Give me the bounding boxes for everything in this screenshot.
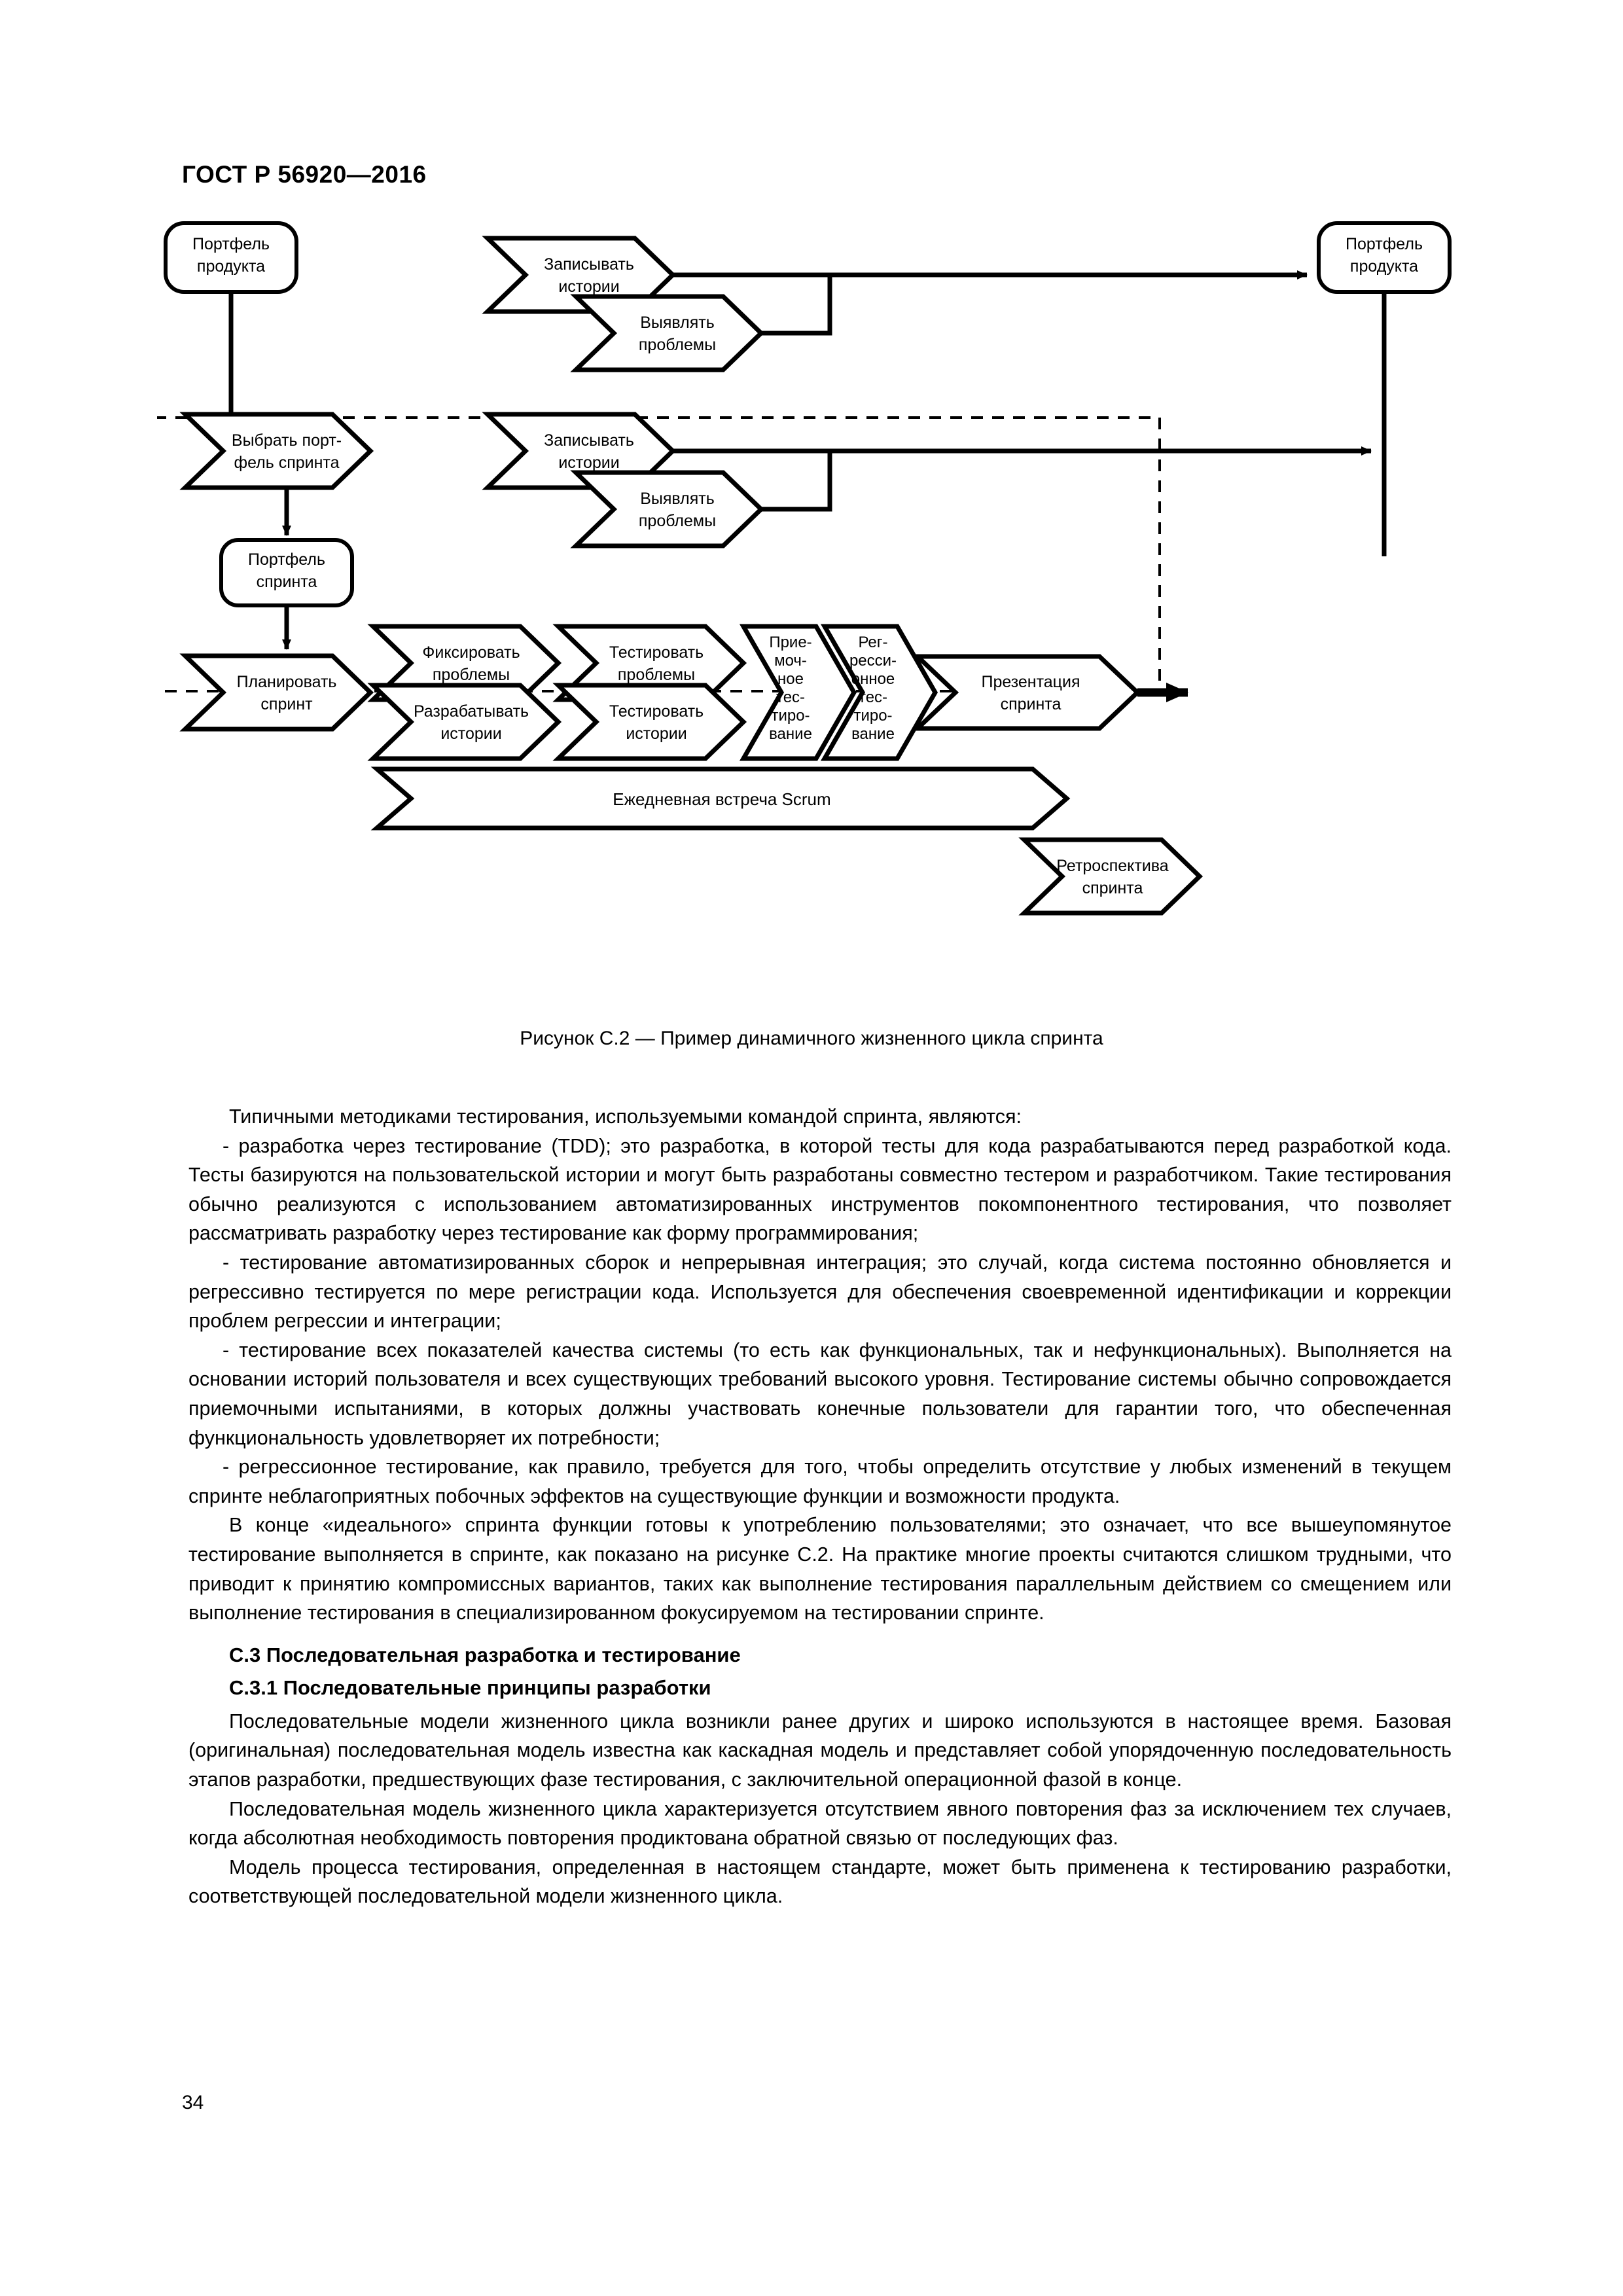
node-label: Портфель bbox=[192, 235, 270, 253]
node-label: вание bbox=[851, 725, 895, 743]
node-label: Тестировать bbox=[609, 702, 704, 721]
node-label: Тестировать bbox=[609, 643, 704, 662]
node-label: тиро- bbox=[771, 707, 810, 725]
paragraph-test-process-model: Модель процесса тестирования, определенная в настоящем стандарте, может быть применена к тестированию разработки, соответствующей последовательной модели жизненного цикла. bbox=[188, 1856, 1452, 1908]
paragraph-automated-builds: - тестирование автоматизированных сборок и непрерывная интеграция; это случай, когда система постоянно обновляется и регрессивно тестируется по мере регистрации кода. Используется для обеспечения своевременной идентификации и коррекции проблем регрессии и интеграции; bbox=[188, 1251, 1452, 1333]
node-label: тес- bbox=[776, 689, 806, 706]
node-find-problems-top bbox=[576, 296, 761, 370]
node-label: Рег- bbox=[858, 634, 888, 651]
body-text-container bbox=[188, 1102, 1452, 1911]
node-label: спринта bbox=[1000, 695, 1061, 713]
node-label: Записывать bbox=[544, 255, 634, 274]
node-label: Прие- bbox=[769, 634, 812, 651]
node-label: продукта bbox=[1349, 257, 1419, 276]
node-label: истории bbox=[558, 454, 620, 472]
node-label: тес- bbox=[858, 689, 888, 706]
node-label: онное bbox=[851, 670, 895, 688]
node-label: Ретроспектива bbox=[1056, 857, 1169, 875]
figure-c2-sprint-lifecycle-diagram bbox=[157, 209, 1505, 1014]
node-label: продукта bbox=[196, 257, 266, 276]
node-label: Выявлять bbox=[640, 314, 715, 332]
node-label: Планировать bbox=[236, 673, 337, 691]
node-label: проблемы bbox=[432, 666, 510, 684]
paragraph-ideal-sprint: В конце «идеального» спринта функции готовы к употреблению пользователями; это означает, что все вышеупомянутое тестирование выполняется в спринте, как показано на рисунке С.2. На практике многие проекты считаются слишком трудными, что приводит к принятию компромиссных вариантов, таких как выполнение тестирования параллельным действием со смещением или выполнение тестирования в специализированном фокусируемом на тестировании спринте. bbox=[188, 1514, 1452, 1624]
node-label: Ежедневная встреча Scrum bbox=[613, 789, 831, 809]
connector-find-problems-to-backlog bbox=[761, 275, 830, 333]
node-sprint-retrospective bbox=[1024, 840, 1200, 913]
node-label: фель спринта bbox=[234, 454, 340, 472]
heading-c3: С.3 Последовательная разработка и тестирование bbox=[229, 1643, 741, 1666]
node-label: проблемы bbox=[638, 336, 717, 354]
node-label: истории bbox=[440, 725, 502, 743]
node-daily-scrum bbox=[377, 769, 1067, 828]
node-label: Выбрать порт- bbox=[231, 431, 342, 450]
node-label: проблемы bbox=[617, 666, 696, 684]
node-label: истории bbox=[626, 725, 687, 743]
node-find-problems-mid bbox=[576, 473, 761, 546]
node-label: спринта bbox=[256, 573, 317, 591]
heading-c31: С.3.1 Последовательные принципы разработки bbox=[229, 1676, 711, 1700]
node-test-stories bbox=[558, 685, 743, 759]
node-label: Разрабатывать bbox=[413, 702, 529, 721]
node-develop-stories bbox=[373, 685, 558, 759]
node-label: тиро- bbox=[853, 707, 893, 725]
node-label: ное bbox=[777, 670, 804, 688]
node-label: истории bbox=[558, 278, 620, 296]
node-product-backlog-left bbox=[166, 223, 296, 292]
document-standard-header: ГОСТ Р 56920—2016 bbox=[182, 161, 427, 188]
connector-find-problems-mid-up bbox=[761, 451, 830, 509]
spacer bbox=[188, 1628, 1452, 1641]
paragraph-quality-indicators: - тестирование всех показателей качества системы (то есть как функциональных, так и нефункциональных). Выполняется на основании историй пользователя и всех существующих требований высокого уровня. Тестирование системы обычно сопровождается приемочными испытаниями, в которых должны участвовать конечные пользователи для гарантии того, что обеспеченная функциональность удовлетворяет их потребности; bbox=[188, 1338, 1452, 1449]
paragraph-sequential-models: Последовательные модели жизненного цикла возникли ранее других и широко используются в настоящее время. Базовая (оригинальная) последовательная модель известна как каскадная модель и представляет собой упорядоченную последовательность этапов разработки, предшествующих фазе тестирования, с заключительной операционной фазой в конце. bbox=[188, 1710, 1452, 1791]
node-product-backlog-right bbox=[1319, 223, 1450, 292]
paragraph-regression-testing: - регрессионное тестирование, как правило, требуется для того, чтобы определить отсутствие у любых изменений в текущем спринте неблагоприятных побочных эффектов на существующие функции и возможности продукта. bbox=[188, 1456, 1452, 1507]
node-label: Портфель bbox=[248, 550, 325, 569]
node-label: Презентация bbox=[981, 673, 1080, 691]
node-sprint-backlog bbox=[221, 540, 352, 605]
node-label: моч- bbox=[774, 652, 807, 670]
node-label: вание bbox=[769, 725, 812, 743]
node-select-sprint-backlog bbox=[185, 414, 370, 488]
paragraph-typical-methods: Типичными методиками тестирования, используемыми командой спринта, являются: bbox=[229, 1105, 1022, 1128]
node-label: Записывать bbox=[544, 431, 634, 450]
paragraph-tdd: - разработка через тестирование (TDD); это разработка, в которой тесты для кода разрабатываются перед разработкой кода. Тесты базируются на пользовательской истории и могут быть разработаны совместно тестером и разработчиком. Такие тестирования обычно реализуются с использованием автоматизированных инструментов покомпонентного тестирования, что позволяет рассматривать разработку через тестирование как форму программирования; bbox=[188, 1134, 1452, 1245]
node-label: Выявлять bbox=[640, 490, 715, 508]
node-label: спринт bbox=[260, 695, 313, 713]
page-number: 34 bbox=[182, 2092, 204, 2113]
node-label: спринта bbox=[1082, 879, 1143, 897]
node-label: Портфель bbox=[1346, 235, 1423, 253]
paragraph-no-phase-repetition: Последовательная модель жизненного цикла характеризуется отсутствием явного повторения фаз за исключением тех случаев, когда абсолютная необходимость повторения продиктована обратной связью от последующих фаз. bbox=[188, 1797, 1452, 1850]
node-label: Фиксировать bbox=[422, 643, 520, 662]
figure-caption: Рисунок С.2 — Пример динамичного жизненного цикла спринта bbox=[520, 1028, 1103, 1049]
node-label: ресси- bbox=[849, 652, 897, 670]
node-label: проблемы bbox=[638, 512, 717, 530]
